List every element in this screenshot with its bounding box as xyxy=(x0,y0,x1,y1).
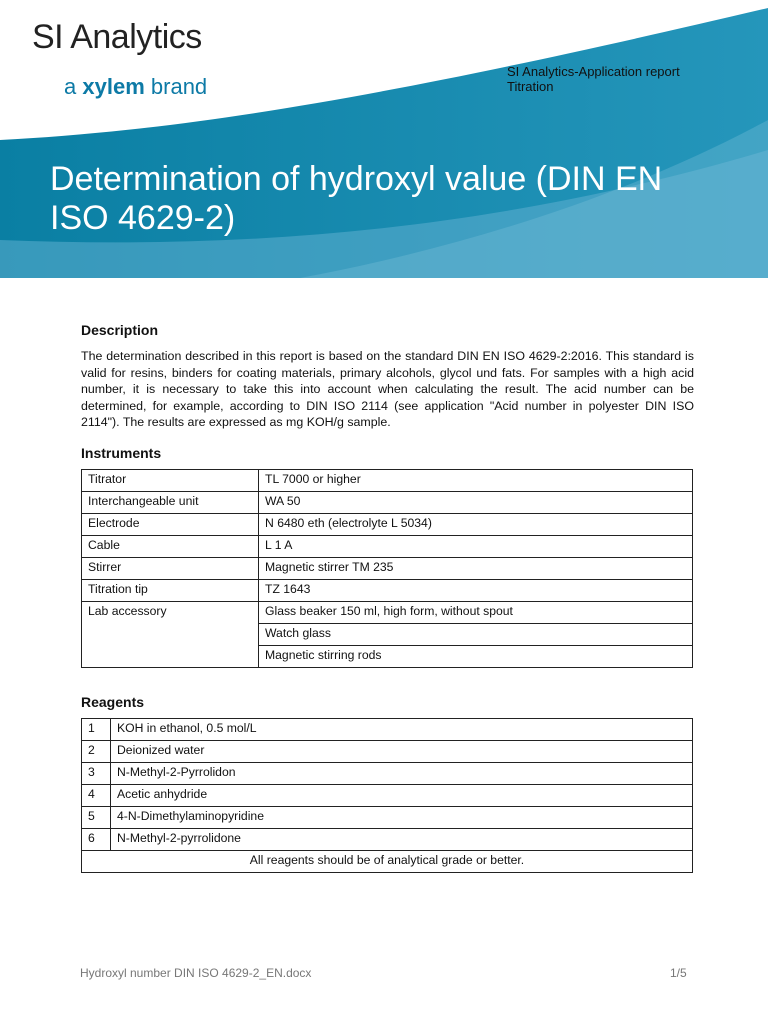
instrument-value: WA 50 xyxy=(259,491,693,513)
description-heading: Description xyxy=(81,322,159,338)
instruments-heading: Instruments xyxy=(81,444,162,461)
table-row xyxy=(82,491,693,513)
instrument-label: Interchangeable unit xyxy=(82,491,259,513)
table-row xyxy=(82,762,693,784)
instrument-label: Cable xyxy=(82,535,259,557)
reagent-number: 4 xyxy=(82,784,111,806)
table-row xyxy=(82,828,693,850)
description-text: The determination described in this report is based on the standard DIN EN ISO 4629-2:2016. This standard is valid for resins, binders for coating materials, primary alcohols, glycol und fats. For samples with a high acid number, it is necessary to take this into account when calculating the result. The acid number can be determined, for example, according to DIN ISO 2114 (see application "Acid number in polyester DIN ISO 2114"). The results are expressed as mg KOH/g sample. xyxy=(81,349,694,429)
reagent-name: N-Methyl-2-Pyrrolidon xyxy=(111,762,693,784)
instrument-value: Magnetic stirrer TM 235 xyxy=(259,557,693,579)
reagent-name: 4-N-Dimethylaminopyridine xyxy=(111,806,693,828)
instrument-value: N 6480 eth (electrolyte L 5034) xyxy=(259,513,693,535)
tagline-prefix: a xyxy=(64,74,77,99)
instrument-value: Magnetic stirring rods xyxy=(259,645,693,667)
table-row xyxy=(82,601,693,623)
table-row xyxy=(82,579,693,601)
reagents-note: All reagents should be of analytical grade or better. xyxy=(82,850,693,872)
instrument-value: Watch glass xyxy=(259,623,693,645)
report-category: Titration xyxy=(507,79,554,94)
document-title: Determination of hydroxyl value (DIN EN ISO 4629-2) xyxy=(50,159,663,237)
report-type: SI Analytics-Application report xyxy=(507,64,680,79)
instrument-label: Titrator xyxy=(82,469,259,491)
tagline-suffix: brand xyxy=(150,74,208,99)
table-row xyxy=(82,850,693,872)
header-banner xyxy=(0,0,768,278)
reagent-number: 6 xyxy=(82,828,111,850)
instrument-label: Lab accessory xyxy=(82,601,259,667)
reagent-number: 5 xyxy=(82,806,111,828)
brand-logo-tagline xyxy=(64,74,207,100)
reagent-number: 1 xyxy=(82,718,111,740)
reagent-number: 2 xyxy=(82,740,111,762)
report-label xyxy=(507,64,680,94)
instruments-table xyxy=(81,469,693,668)
table-row xyxy=(82,718,693,740)
table-row xyxy=(82,557,693,579)
instrument-value: L 1 A xyxy=(259,535,693,557)
reagents-heading: Reagents xyxy=(81,693,145,710)
footer-filename: Hydroxyl number DIN ISO 4629-2_EN.docx xyxy=(80,966,312,980)
table-row xyxy=(82,513,693,535)
instrument-value: Glass beaker 150 ml, high form, without spout xyxy=(259,601,693,623)
instrument-value: TZ 1643 xyxy=(259,579,693,601)
footer-page-number: 1/5 xyxy=(670,966,687,980)
instrument-value: TL 7000 or higher xyxy=(259,469,693,491)
table-row xyxy=(82,784,693,806)
reagent-name: KOH in ethanol, 0.5 mol/L xyxy=(111,718,693,740)
table-row xyxy=(82,740,693,762)
document-body xyxy=(81,322,694,873)
reagent-name: Deionized water xyxy=(111,740,693,762)
brand-logo-name: SI Analytics xyxy=(32,18,202,56)
reagent-name: Acetic anhydride xyxy=(111,784,693,806)
instrument-label: Titration tip xyxy=(82,579,259,601)
table-row xyxy=(82,535,693,557)
table-row xyxy=(82,806,693,828)
instrument-label: Stirrer xyxy=(82,557,259,579)
reagents-table xyxy=(81,718,693,873)
tagline-brand: xylem xyxy=(82,74,145,99)
table-row xyxy=(82,469,693,491)
reagent-number: 3 xyxy=(82,762,111,784)
reagent-name: N-Methyl-2-pyrrolidone xyxy=(111,828,693,850)
instrument-label: Electrode xyxy=(82,513,259,535)
